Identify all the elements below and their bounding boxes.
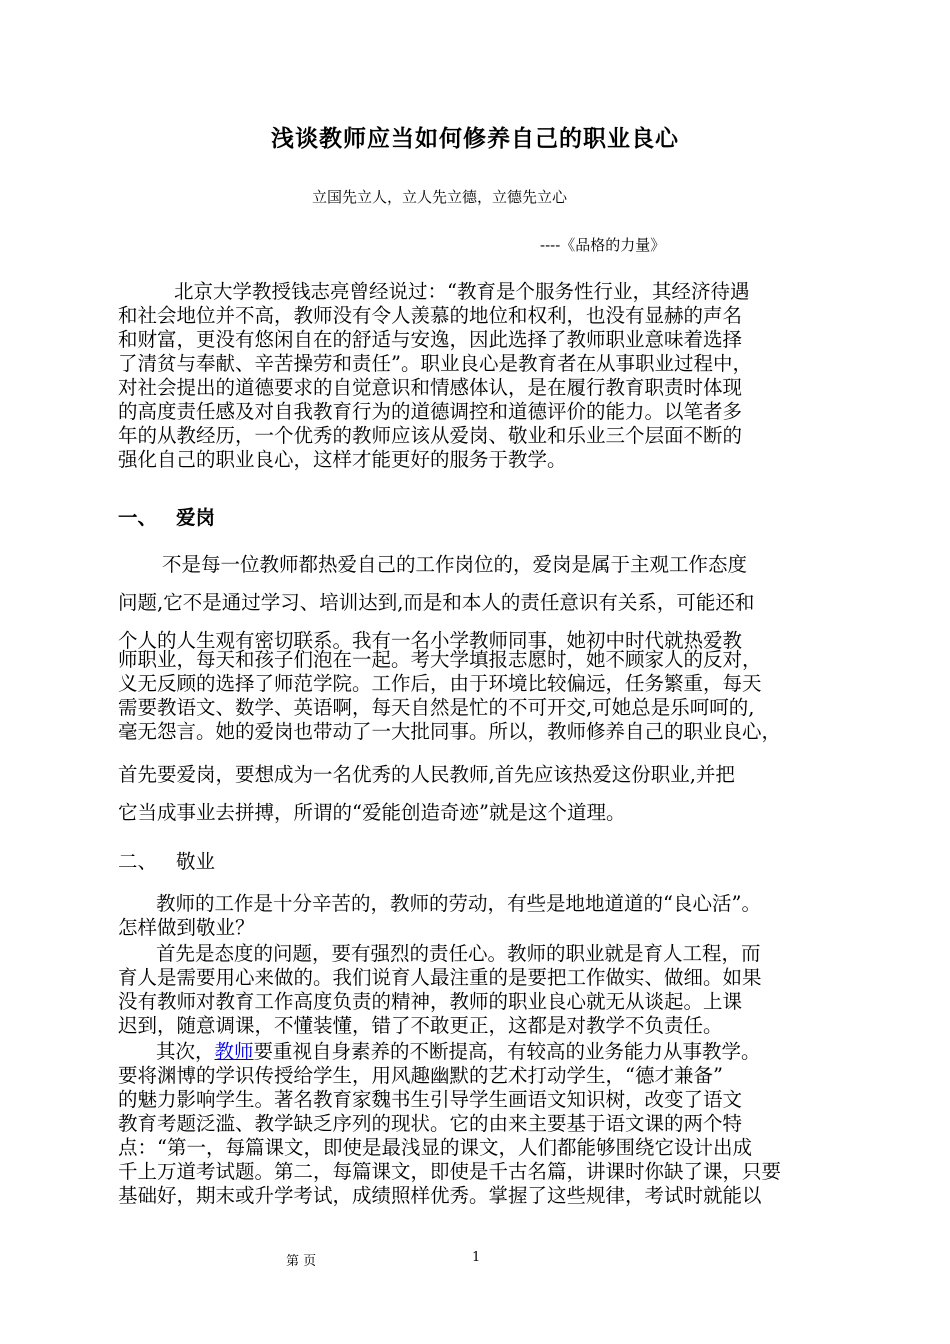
text-line: 教师的工作是十分辛苦的，教师的劳动，有些是地地道道的“良心活”。 — [156, 892, 761, 915]
section1-paragraph-part-b — [118, 648, 842, 744]
text-line: 强化自己的职业良心，这样才能更好的服务于教学。 — [118, 448, 567, 471]
text-line: 师职业，每天和孩子们泡在一起。考大学填报志愿时，她不顾家人的反对， — [118, 648, 762, 671]
text-line: 年的从教经历，一个优秀的教师应该从爱岗、敬业和乐业三个层面不断的 — [118, 424, 743, 447]
text-line: 教育考题泛滥、教学缺乏序列的现状。它的由来主要基于语文课的两个特 — [118, 1112, 743, 1135]
section2-paragraph-1 — [118, 892, 842, 940]
text-line: 育人是需要用心来做的。我们说育人最注重的是要把工作做实、做细。如果 — [118, 966, 762, 989]
section2-paragraph-2 — [118, 942, 842, 1038]
text-line: 的高度责任感及对自我教育行为的道德调控和道德评价的能力。以笔者多 — [118, 400, 743, 423]
text-line: 要将渊博的学识传授给学生，用风趣幽默的艺术打动学生，“德才兼备” — [118, 1064, 723, 1087]
section-number: 一、 — [118, 506, 158, 529]
text-line: 问题,它不是通过学习、培训达到,而是和本人的责任意识有关系，可能还和 — [118, 591, 755, 614]
section-title: 敬业 — [176, 850, 216, 873]
text-line: 点：“第一，每篇课文，即使是最浅显的课文，人们都能够围绕它设计出成 — [118, 1136, 752, 1159]
section-heading — [118, 846, 215, 874]
text-line: 首先要爱岗，要想成为一名优秀的人民教师,首先应该热爱这份职业,并把 — [118, 763, 735, 786]
page-label: 第 页 — [286, 1254, 317, 1269]
text-line: 和财富，更没有悠闲自在的舒适与安逸，因此选择了教师职业意味着选择 — [118, 328, 743, 351]
text-line: 对社会提出的道德要求的自觉意识和情感体认，是在履行教育职责时体现 — [118, 376, 743, 399]
text-line: 北京大学教授钱志亮曾经说过：“教育是个服务性行业，其经济待遇 — [174, 280, 750, 303]
text-line: 怎样做到敬业？ — [118, 916, 255, 939]
text-line: 不是每一位教师都热爱自己的工作岗位的，爱岗是属于主观工作态度 — [162, 553, 748, 576]
document-title: 浅谈教师应当如何修养自己的职业良心 — [271, 126, 679, 152]
text-line: 义无反顾的选择了师范学院。工作后，由于环境比较偏远，任务繁重，每天 — [118, 672, 762, 695]
teacher-link[interactable]: 教师 — [214, 1040, 254, 1063]
intro-paragraph — [118, 280, 842, 472]
text-line: 没有教师对教育工作高度负责的精神，教师的职业良心就无从谈起。上课 — [118, 990, 743, 1013]
text-line: 迟到，随意调课，不懂装懂，错了不敢更正，这都是对教学不负责任。 — [118, 1014, 723, 1037]
section2-paragraph-3 — [118, 1040, 842, 1208]
epigraph: 立国先立人，立人先立德，立德先立心 — [312, 188, 568, 206]
text-line — [118, 1040, 842, 1064]
text-line: 了清贫与奉献、辛苦操劳和责任”。职业良心是教育者在从事职业过程中， — [118, 352, 752, 375]
epigraph-source: ----《品格的力量》 — [540, 236, 666, 254]
section-number: 二、 — [118, 850, 158, 873]
section1-paragraph-part-c — [118, 756, 842, 832]
text-line: 个人的人生观有密切联系。我有一名小学教师同事，她初中时代就热爱教 — [118, 629, 743, 652]
section-title: 爱岗 — [176, 506, 216, 529]
text-line: 需要教语文、数学、英语啊，每天自然是忙的不可开交,可她总是乐呵呵的, — [118, 696, 755, 719]
text-line: 毫无怨言。她的爱岗也带动了一大批同事。所以，教师修养自己的职业良心， — [118, 720, 782, 743]
text-fragment: 其次， — [156, 1040, 215, 1063]
section-heading — [118, 502, 215, 530]
text-fragment: 要重视自身素养的不断提高，有较高的业务能力从事教学。 — [253, 1040, 761, 1063]
text-line: 和社会地位并不高，教师没有令人羡慕的地位和权利，也没有显赫的声名 — [118, 304, 743, 327]
section1-paragraph-part-a — [118, 546, 842, 660]
text-line: 首先是态度的问题，要有强烈的责任心。教师的职业就是育人工程，而 — [156, 942, 761, 965]
text-line: 它当成事业去拼搏，所谓的“爱能创造奇迹”就是这个道理。 — [118, 801, 626, 824]
text-line: 的魅力影响学生。著名教育家魏书生引导学生画语文知识树，改变了语文 — [118, 1088, 743, 1111]
text-line: 千上万道考试题。第二，每篇课文，即使是千古名篇，讲课时你缺了课，只要 — [118, 1160, 782, 1183]
text-line: 基础好，期末或升学考试，成绩照样优秀。掌握了这些规律，考试时就能以 — [118, 1184, 762, 1207]
page-number: 1 — [472, 1250, 481, 1265]
